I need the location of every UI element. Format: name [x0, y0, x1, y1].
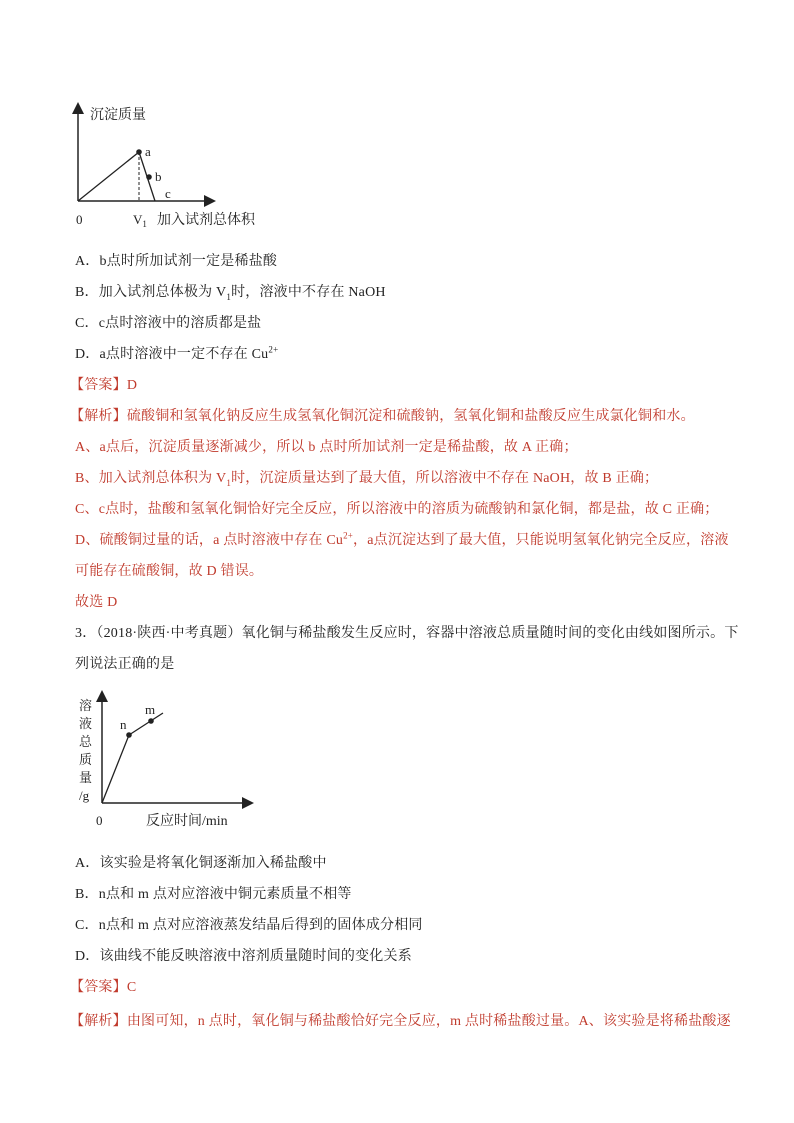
q3-option-a: A．该实验是将氧化铜逐渐加入稀盐酸中	[75, 856, 327, 871]
q3-analysis: 【解析】由图可知，n 点时，氧化铜与稀盐酸恰好完全反应，m 点时稀盐酸过量。A、该实验是将稀盐酸逐	[70, 1014, 731, 1029]
q2-conclusion: 故选 D	[75, 595, 118, 610]
precipitate-chart	[60, 100, 290, 235]
point-a-dot	[136, 149, 142, 155]
q2-analysis-b: B、加入试剂总体积为 $V_1$时，沉淀质量达到了最大值，所以溶液中不存在 NaOH，故 B 正确；	[75, 471, 659, 488]
q2-answer: 【答案】D	[70, 378, 138, 393]
curve-rise	[102, 735, 129, 803]
q3-stem-line2: 列说法正确的是	[75, 657, 175, 672]
v1-label: $V_1$	[133, 212, 147, 229]
q3-option-b: B．n点和 m 点对应溶液中铜元素质量不相等	[75, 887, 352, 902]
q2-analysis-intro: 【解析】硫酸铜和氢氧化钠反应生成氢氧化铜沉淀和硫酸钠，氢氧化铜和盐酸反应生成氯化铜和水。	[70, 409, 695, 424]
point-b-dot	[146, 174, 152, 180]
y-axis-label: 沉淀质量	[90, 108, 146, 123]
q2-analysis-d-cont: 可能存在硫酸铜，故 D 错误。	[75, 564, 264, 579]
point-m-dot	[148, 718, 154, 724]
point-a-label: a	[145, 144, 151, 159]
point-m-label: m	[145, 702, 156, 717]
q3-answer: 【答案】C	[70, 980, 137, 995]
point-c-label: c	[165, 186, 171, 201]
q2-option-b: B．加入试剂总体极为 $V_1$时，溶液中不存在 NaOH	[75, 285, 386, 302]
x-axis-label: 加入试剂总体积	[157, 213, 255, 228]
q3-option-c: C．n点和 m 点对应溶液蒸发结晶后得到的固体成分相同	[75, 918, 423, 933]
q2-analysis-c: C、c点时，盐酸和氢氧化铜恰好完全反应，所以溶液中的溶质为硫酸钠和氯化铜，都是盐，故 C 正确；	[75, 502, 719, 517]
y-label-char-5: 量	[79, 770, 93, 785]
q3-option-d: D．该曲线不能反映溶液中溶剂质量随时间的变化关系	[75, 949, 412, 964]
origin-label: 0	[96, 813, 103, 828]
y-label-char-6: /g	[79, 788, 90, 803]
y-label-char-3: 总	[79, 734, 93, 749]
q2-analysis-d: D、硫酸铜过量的话，a 点时溶液中存在 $Cu^{2+}$，a点沉淀达到了最大值，只能说明氢氧化钠完全反应，溶液	[75, 530, 729, 548]
x-axis-label: 反应时间/min	[146, 814, 228, 829]
point-n-label: n	[120, 717, 127, 732]
y-label-char-1: 溶	[79, 698, 93, 713]
q3-stem-line1: 3．（2018·陕西·中考真题）氧化铜与稀盐酸发生反应时，容器中溶液总质量随时间的变化由线如图所示。下	[75, 626, 739, 641]
q2-option-d: D．a点时溶液中一定不存在 $Cu^{2+}$	[75, 344, 279, 362]
solution-mass-chart	[70, 690, 270, 835]
point-n-dot	[126, 732, 132, 738]
q2-option-a: A．b点时所加试剂一定是稀盐酸	[75, 254, 278, 269]
curve-rise	[78, 152, 139, 201]
y-label-char-4: 质	[79, 752, 93, 767]
origin-label: 0	[76, 212, 83, 227]
y-label-char-2: 液	[79, 716, 93, 731]
q2-option-c: C．c点时溶液中的溶质都是盐	[75, 316, 262, 331]
point-b-label: b	[155, 169, 162, 184]
q2-analysis-a: A、a点后，沉淀质量逐渐减少，所以 b 点时所加试剂一定是稀盐酸，故 A 正确；	[75, 440, 578, 455]
